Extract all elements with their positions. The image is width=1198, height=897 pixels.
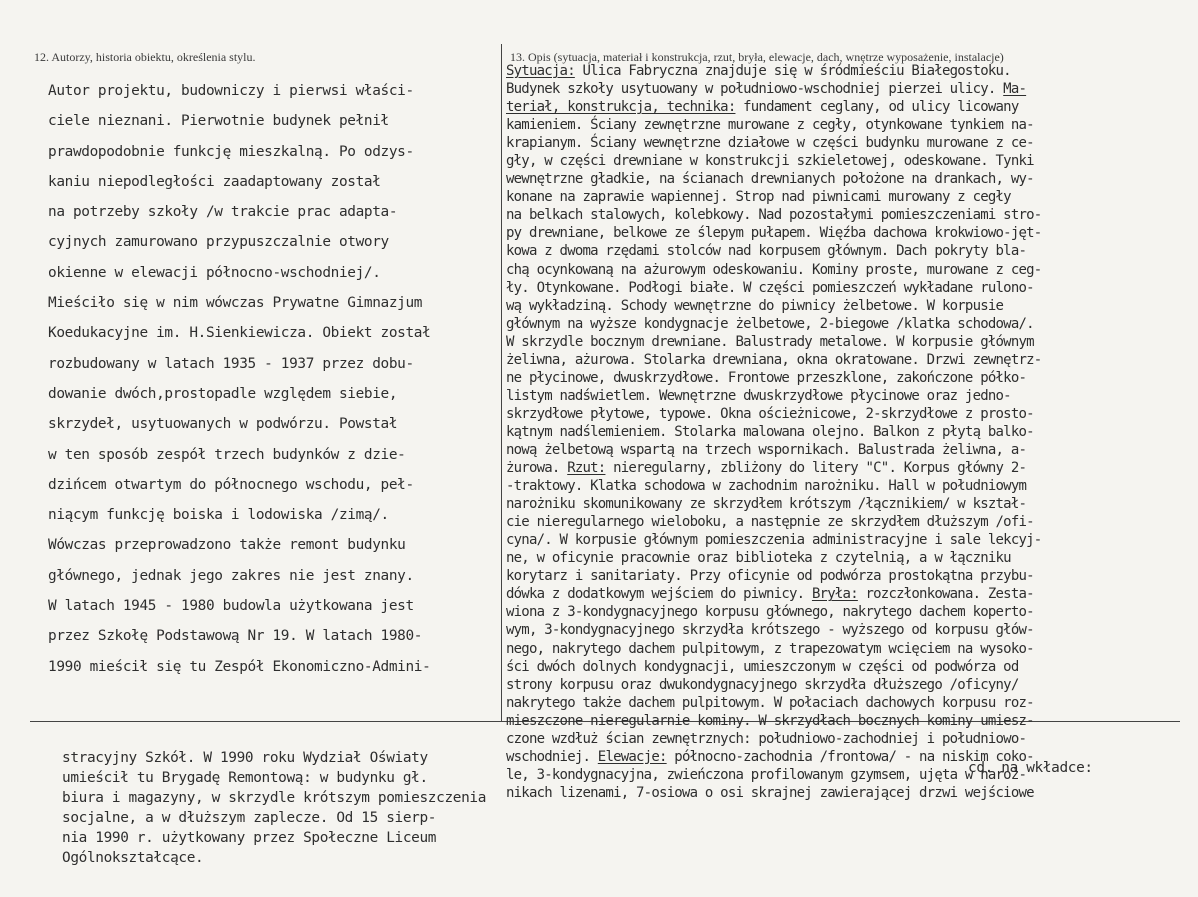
history-line: Autor projektu, budowniczy i pierwsi właści- xyxy=(48,83,414,99)
section-keyword: Elewacje: xyxy=(597,748,667,765)
description-line xyxy=(506,423,1196,441)
history-line: biura i magazyny, w skrzydle krótszym pomieszczenia xyxy=(62,790,487,806)
description-text: wewnętrzne gładkie, na ścianach drewnianych położone na drankach, wy- xyxy=(506,171,1034,188)
description-line xyxy=(506,640,1196,658)
description-line xyxy=(506,405,1196,423)
description-text: Budynek szkoły usytuowany w południowo-wschodniej pierzei ulicy. xyxy=(506,81,1004,98)
description-line xyxy=(506,188,1196,206)
section-12-header: 12. Autorzy, historia obiektu, określenia stylu. xyxy=(34,50,256,64)
description-line xyxy=(506,297,1196,315)
section-keyword: Sytuacja: xyxy=(506,63,575,79)
history-line: przez Szkołę Podstawową Nr 19. W latach 1980- xyxy=(48,628,423,645)
description-text: -traktowy. Klatka schodowa w zachodnim narożniku. Hall w południowym xyxy=(506,478,1027,495)
continuation-note: cd. na wkładce: xyxy=(968,760,1093,776)
description-text: nową żelbetową wspartą na trzech wspornikach. Balustrada żeliwna, a- xyxy=(506,441,1027,458)
description-line xyxy=(506,152,1196,170)
description-line xyxy=(506,567,1196,585)
history-line: W latach 1945 - 1980 budowla użytkowana jest xyxy=(48,598,414,615)
description-line xyxy=(506,261,1196,279)
description-line xyxy=(506,134,1196,152)
description-text: gły, w części drewniane w konstrukcji szkieletowej, odeskowane. Tynki xyxy=(506,153,1034,170)
description-line xyxy=(506,98,1196,116)
description-text: cyna/. W korpusie głównym pomieszczenia administracyjne i sale lekcyj- xyxy=(506,532,1042,549)
section-keyword: Bryła: xyxy=(811,586,858,603)
history-line: na potrzeby szkoły /w trakcie prac adapta- xyxy=(48,204,398,221)
history-line: głównego, jednak jego zakres nie jest znany. xyxy=(48,567,414,584)
history-line: ciele nieznani. Pierwotnie budynek pełnił xyxy=(48,113,389,130)
description-text: żeliwna, ażurowa. Stolarka drewniana, okna okratowane. Drzwi zewnętrz- xyxy=(506,351,1042,368)
description-text: le, 3-kondygnacyjna, zwieńczona profilowanym gzymsem, ujęta w naroż- xyxy=(506,766,1027,783)
description-text: nakrytego także dachem pulpitowym. W połaciach dachowych korpusu roz- xyxy=(506,694,1034,711)
description-line xyxy=(506,242,1196,260)
description-line xyxy=(506,387,1196,405)
history-line: prawdopodobnie funkcję mieszkalną. Po odzys- xyxy=(48,143,414,160)
history-column xyxy=(48,76,498,682)
description-line xyxy=(506,170,1196,188)
description-line xyxy=(506,585,1196,603)
description-text: na belkach stalowych, kolebkowy. Nad pozostałymi pomieszczeniami stro- xyxy=(506,207,1042,224)
history-line: 1990 mieścił się tu Zespół Ekonomiczno-Admini- xyxy=(48,658,431,675)
history-line: w ten sposób zespół trzech budynków z dzie- xyxy=(48,446,406,463)
description-text: głównym na wyższe kondygnacje żelbetowe, 2-biegowe /klatka schodowa/. xyxy=(506,315,1034,332)
description-line xyxy=(506,658,1196,676)
description-text: wym, 3-kondygnacyjnego skrzydła krótszego - wyższego od korpusu głów- xyxy=(506,622,1034,639)
description-text: ne płycinowe, dwuskrzydłowe. Frontowe przeszklone, zakończone półko- xyxy=(506,369,1027,386)
history-line: okienne w elewacji północno-wschodniej/. xyxy=(48,264,381,281)
description-text: mieszczone nieregularnie kominy. W skrzydłach bocznych kominy umiesz- xyxy=(506,712,1034,729)
history-line: skrzydeł, usytuowanych w podwórzu. Powstał xyxy=(48,416,398,433)
history-line: Koedukacyjne im. H.Sienkiewicza. Obiekt został xyxy=(48,325,431,342)
section-keyword: Ma- xyxy=(1003,81,1027,98)
history-line: umieścił tu Brygadę Remontową: w budynku gł. xyxy=(62,770,428,786)
description-line xyxy=(506,513,1196,531)
description-text: W skrzydle bocznym drewniane. Balustrady metalowe. W korpusie głównym xyxy=(506,333,1034,350)
description-line xyxy=(506,712,1196,730)
history-line: cyjnych zamurowano przypuszczalnie otwory xyxy=(48,234,389,251)
description-text: północno-zachodnia /frontowa/ - na niskim coko- xyxy=(666,748,1034,765)
description-line xyxy=(506,459,1196,477)
description-text: dówka z dodatkowym wejściem do piwnicy. xyxy=(506,586,812,603)
description-text: wą wykładziną. Schody wewnętrzne do piwnicy żelbetowe. W korpusie xyxy=(506,297,1004,314)
description-text: korytarz i sanitariaty. Przy oficynie od podwórza prostokątna przybu- xyxy=(506,568,1034,585)
history-line: nia 1990 r. użytkowany przez Społeczne Liceum xyxy=(62,830,437,846)
description-column xyxy=(506,62,1196,802)
history-line: dowanie dwóch,prostopadle względem siebie, xyxy=(48,385,398,402)
description-text: wschodniej. xyxy=(506,748,598,765)
description-line xyxy=(506,531,1196,549)
history-line: stracyjny Szkół. W 1990 roku Wydział Oświaty xyxy=(62,750,428,766)
description-text: czone wzdłuż ścian zewnętrznych: południowo-zachodniej i południowo- xyxy=(506,730,1027,747)
description-text: nego, nakrytego dachem pulpitowym, z trapezowatym wcięciem na wysoko- xyxy=(506,640,1034,657)
description-text: chą ocynkowaną na ażurowym odeskowaniu. Kominy proste, murowane z ceg- xyxy=(506,261,1042,278)
section-keyword: teriał, konstrukcja, technika: xyxy=(506,99,736,116)
description-line xyxy=(506,62,1196,80)
description-text: ły. Otynkowane. Podłogi białe. W części pomieszczeń wykładane rulono- xyxy=(506,279,1034,296)
history-continuation xyxy=(62,748,582,868)
description-text: nieregularny, zbliżony do litery "C". Korpus główny 2- xyxy=(605,460,1027,477)
history-line: Ogólnokształcące. xyxy=(62,850,204,866)
section-keyword: Rzut: xyxy=(567,460,606,477)
description-line xyxy=(506,549,1196,567)
description-text: fundament ceglany, od ulicy licowany xyxy=(735,99,1019,116)
description-text: żurowa. xyxy=(506,460,568,477)
description-text: Ulica Fabryczna znajduje się w śródmieściu Białegostoku. xyxy=(574,63,1011,79)
description-text: ści dwóch dolnych kondygnacji, umieszczonym w części od podwórza od xyxy=(506,658,1019,675)
description-text: kowa z dwoma rzędami stolców nad korpusem głównym. Dach pokryty bla- xyxy=(506,243,1027,260)
history-line: kaniu niepodległości zaadaptowany został xyxy=(48,173,381,190)
description-line xyxy=(506,116,1196,134)
description-line xyxy=(506,80,1196,98)
description-text: listym nadświetlem. Wewnętrzne dwuskrzydłowe płycinowe oraz jedno- xyxy=(506,387,1011,404)
description-text: wiona z 3-kondygnacyjnego korpusu głównego, nakrytego dachem koperto- xyxy=(506,604,1034,621)
description-line xyxy=(506,730,1196,748)
description-line xyxy=(506,441,1196,459)
description-line xyxy=(506,603,1196,621)
description-line xyxy=(506,351,1196,369)
description-text: cie nieregularnego wieloboku, a następnie ze skrzydłem dłuższym /ofi- xyxy=(506,514,1034,531)
history-line: niącym funkcję boiska i lodowiska /zimą/. xyxy=(48,507,389,524)
description-line xyxy=(506,694,1196,712)
description-text: nikach lizenami, 7-osiowa o osi skrajnej zawierającej drzwi wejściowe xyxy=(506,784,1034,801)
description-text: py drewniane, belkowe ze ślepym pułapem. Więźba dachowa krokwiowo-jęt- xyxy=(506,225,1042,242)
description-text: kątnym nadślemieniem. Stolarka malowana olejno. Balkon z płytą balko- xyxy=(506,423,1034,440)
description-line xyxy=(506,224,1196,242)
description-text: konane na zaprawie wapiennej. Strop nad piwnicami murowany z cegły xyxy=(506,189,1011,206)
history-line: Mieściło się w nim wówczas Prywatne Gimnazjum xyxy=(48,295,423,312)
section-13-header: 13. Opis (sytuacja, materiał i konstrukcja, rzut, bryła, elewacje, dach, wnętrze wyposażenie, instalacje) xyxy=(510,50,1004,64)
column-divider xyxy=(501,44,502,722)
description-line xyxy=(506,621,1196,639)
description-line xyxy=(506,206,1196,224)
description-text: strony korpusu oraz dwukondygnacyjnego skrzydła dłuższego /oficyny/ xyxy=(506,676,1019,693)
description-text: narożniku skomunikowany ze skrzydłem krótszym /łącznikiem/ w kształ- xyxy=(506,496,1027,513)
description-line xyxy=(506,315,1196,333)
history-line: socjalne, a w dłuższym zaplecze. Od 15 sierp- xyxy=(62,810,437,826)
description-line xyxy=(506,279,1196,297)
description-text: krapianym. Ściany wewnętrzne działowe w części budynku murowane z ce- xyxy=(506,135,1034,152)
description-line xyxy=(506,784,1196,802)
description-text: ne, w oficynie pracownie oraz biblioteka z czytelnią, a w łączniku xyxy=(506,550,1011,567)
description-line xyxy=(506,369,1196,387)
description-line xyxy=(506,676,1196,694)
description-text: skrzydłowe płytowe, typowe. Okna ościeżnicowe, 2-skrzydłowe z prosto- xyxy=(506,405,1034,422)
history-line: dzińcem otwartym do północnego wschodu, peł- xyxy=(48,476,414,493)
description-line xyxy=(506,495,1196,513)
description-line xyxy=(506,333,1196,351)
description-text: kamieniem. Ściany zewnętrzne murowane z cegły, otynkowane tynkiem na- xyxy=(506,117,1034,134)
description-line xyxy=(506,477,1196,495)
history-line: rozbudowany w latach 1935 - 1937 przez dobu- xyxy=(48,355,414,372)
description-text: rozczłonkowana. Zesta- xyxy=(857,586,1034,603)
history-line: Wówczas przeprowadzono także remont budynku xyxy=(48,537,406,554)
